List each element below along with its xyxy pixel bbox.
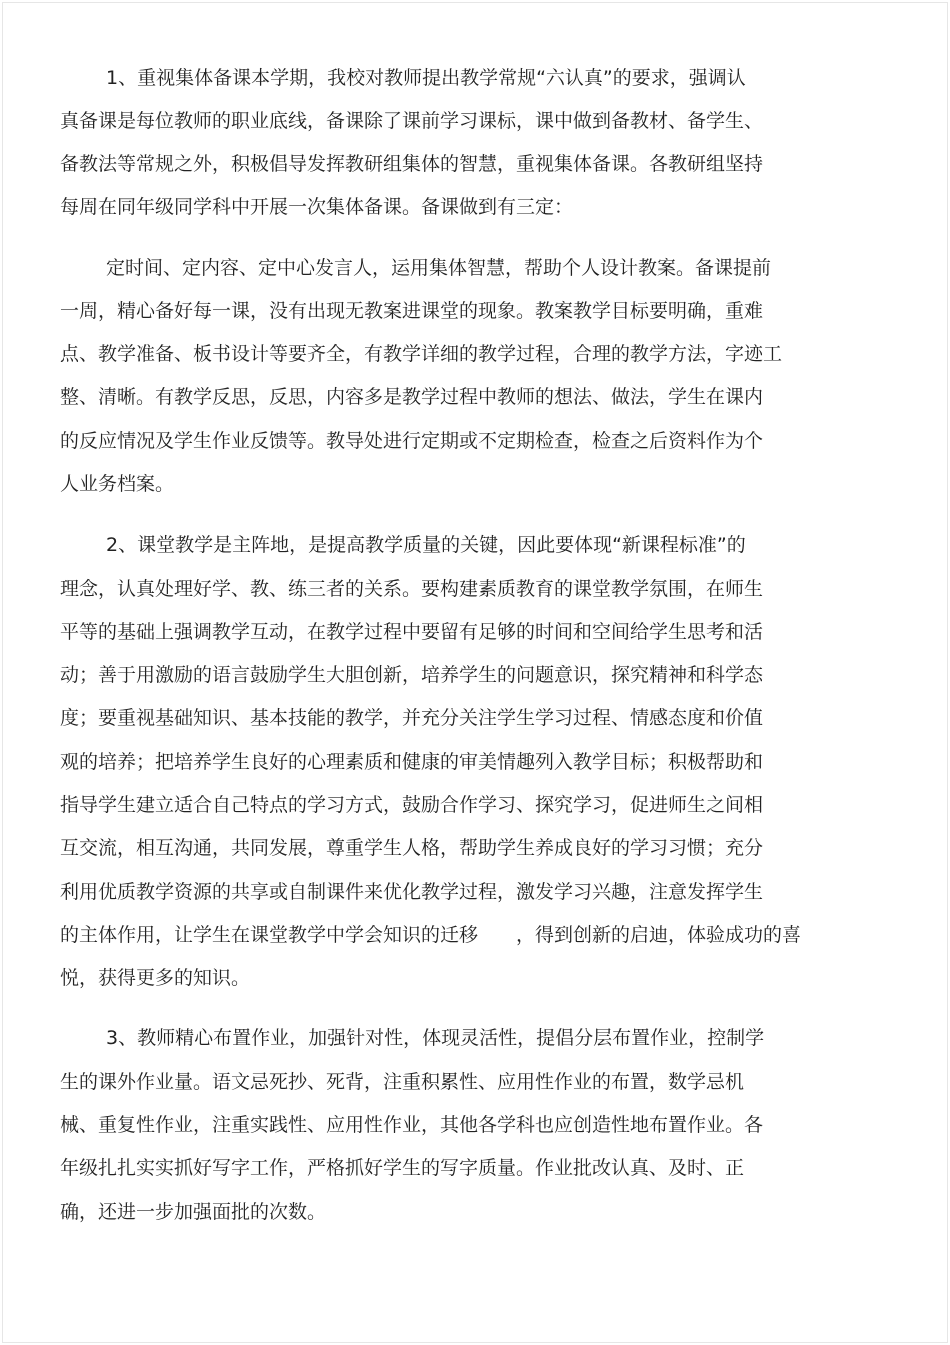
paragraph-4-line-1: 3、教师精心布置作业，加强针对性，体现灵活性，提倡分层布置作业，控制学 [106, 1027, 765, 1049]
paragraph-3-line-6: 观的培养；把培养学生良好的心理素质和健康的审美情趣列入教学目标；积极帮助和 [60, 751, 764, 773]
paragraph-2-line-1: 定时间、定内容、定中心发言人，运用集体智慧，帮助个人设计教案。备课提前 [106, 257, 772, 279]
paragraph-3-line-5: 度；要重视基础知识、基本技能的教学，并充分关注学生学习过程、情感态度和价值 [60, 707, 764, 729]
paragraph-3-line-10: 的主体作用，让学生在课堂教学中学会知识的迁移 ，得到创新的启迪，体验成功的喜 [60, 924, 802, 946]
paragraph-4-line-2: 生的课外作业量。语文忌死抄、死背，注重积累性、应用性作业的布置，数学忌机 [60, 1071, 745, 1093]
paragraph-3-line-2: 理念，认真处理好学、教、练三者的关系。要构建素质教育的课堂教学氛围，在师生 [60, 578, 764, 600]
paragraph-3-line-11: 悦，获得更多的知识。 [60, 967, 251, 989]
paragraph-4-line-5: 确，还进一步加强面批的次数。 [60, 1201, 327, 1223]
paragraph-2-line-2: 一周，精心备好每一课，没有出现无教案进课堂的现象。教案教学目标要明确，重难 [60, 300, 764, 322]
paragraph-2-line-4: 整、清晰。有教学反思，反思，内容多是教学过程中教师的想法、做法，学生在课内 [60, 386, 764, 408]
paragraph-1-line-2: 真备课是每位教师的职业底线，备课除了课前学习课标，课中做到备教材、备学生、 [60, 110, 764, 132]
document-page [2, 2, 948, 1343]
paragraph-3-line-3: 平等的基础上强调教学互动，在教学过程中要留有足够的时间和空间给学生思考和活 [60, 621, 764, 643]
paragraph-4-line-4: 年级扎扎实实抓好写字工作，严格抓好学生的写字质量。作业批改认真、及时、正 [60, 1157, 745, 1179]
paragraph-1-line-4: 每周在同年级同学科中开展一次集体备课。备课做到有三定： [60, 196, 574, 218]
paragraph-2-line-5: 的反应情况及学生作业反馈等。教导处进行定期或不定期检查，检查之后资料作为个 [60, 430, 764, 452]
paragraph-2-line-3: 点、教学准备、板书设计等要齐全，有教学详细的教学过程，合理的教学方法，字迹工 [60, 343, 783, 365]
paragraph-4-line-3: 械、重复性作业，注重实践性、应用性作业，其他各学科也应创造性地布置作业。各 [60, 1114, 764, 1136]
paragraph-2-line-6: 人业务档案。 [60, 473, 175, 495]
paragraph-1-line-3: 备教法等常规之外，积极倡导发挥教研组集体的智慧，重视集体备课。各教研组坚持 [60, 153, 764, 175]
paragraph-3-line-8: 互交流，相互沟通，共同发展，尊重学生人格，帮助学生养成良好的学习习惯；充分 [60, 837, 764, 859]
paragraph-3-line-1: 2、课堂教学是主阵地，是提高教学质量的关键，因此要体现“新课程标准”的 [106, 534, 746, 556]
paragraph-1-line-1: 1、重视集体备课本学期，我校对教师提出教学常规“六认真”的要求，强调认 [106, 67, 746, 89]
paragraph-3-line-9: 利用优质教学资源的共享或自制课件来优化教学过程，激发学习兴趣，注意发挥学生 [60, 881, 764, 903]
paragraph-3-line-7: 指导学生建立适合自己特点的学习方式，鼓励合作学习、探究学习，促进师生之间相 [60, 794, 764, 816]
paragraph-3-line-4: 动；善于用激励的语言鼓励学生大胆创新，培养学生的问题意识，探究精神和科学态 [60, 664, 764, 686]
